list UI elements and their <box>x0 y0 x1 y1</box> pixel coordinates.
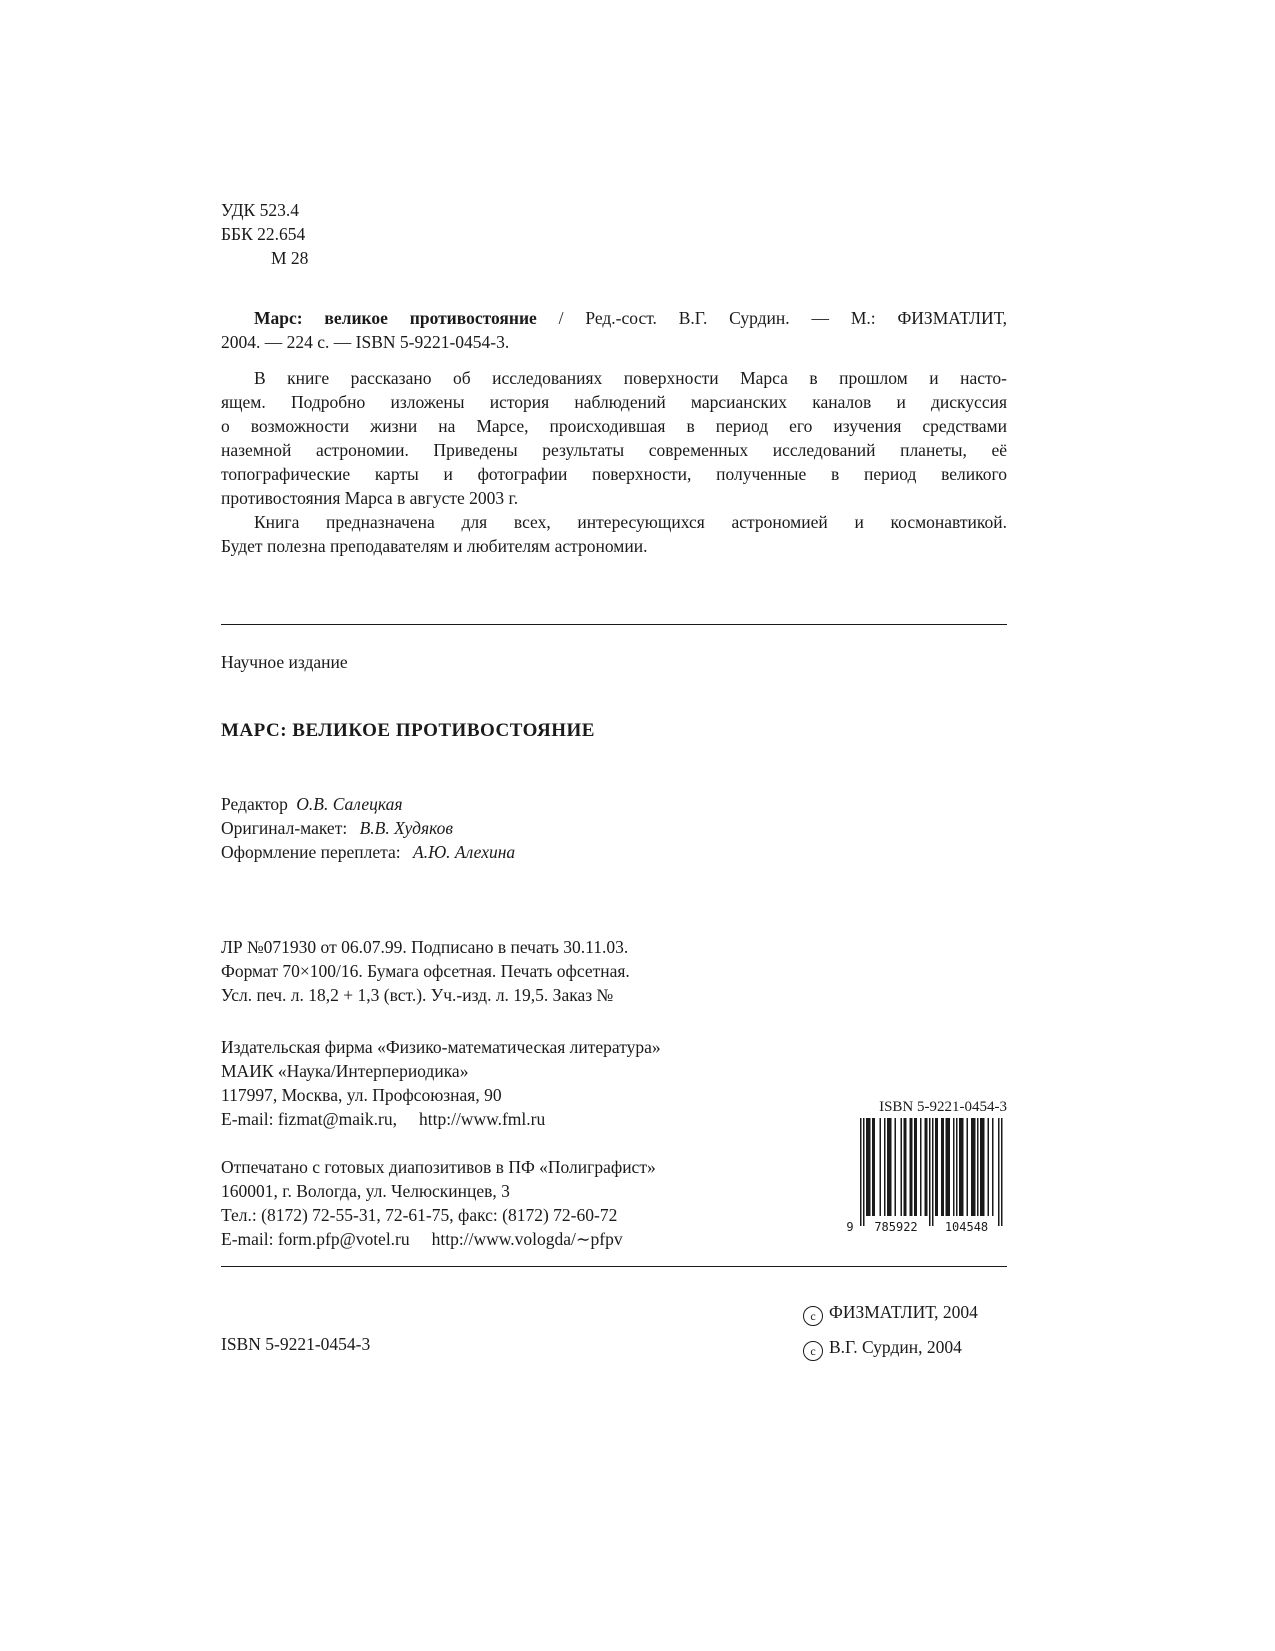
barcode-bar <box>884 1118 886 1216</box>
barcode-bar <box>890 1118 892 1216</box>
copyright-icon: c <box>803 1341 823 1361</box>
barcode-bar <box>935 1118 937 1216</box>
annotation-line: наземной астрономии. Приведены результаты современных исследований планеты, её <box>221 440 1007 460</box>
biblio-line-2: 2004. — 224 с. — ISBN 5-9221-0454-3. <box>221 332 510 352</box>
edition-type: Научное издание <box>221 652 348 672</box>
printer-email: E-mail: form.pfp@votel.ru <box>221 1229 410 1249</box>
print-info-line: Формат 70×100/16. Бумага офсетная. Печать офсетная. <box>221 961 630 981</box>
publisher-email: E-mail: fizmat@maik.ru, <box>221 1109 397 1129</box>
barcode-bar <box>914 1118 916 1216</box>
biblio-line-1 <box>221 306 1007 330</box>
credit-editor-name: О.В. Салецкая <box>296 794 403 814</box>
barcode-bar <box>904 1118 906 1216</box>
classification-codes <box>221 198 308 270</box>
publisher-info <box>221 1035 661 1131</box>
credit-editor <box>221 792 515 816</box>
barcode-isbn-label: ISBN 5-9221-0454-3 <box>879 1099 1007 1115</box>
printer-line: Тел.: (8172) 72-55-31, 72-61-75, факс: (8172) 72-60-72 <box>221 1205 618 1225</box>
barcode-bar <box>974 1118 976 1216</box>
barcode-bar <box>929 1118 931 1226</box>
barcode-bar <box>937 1118 939 1216</box>
copyright-text-1: ФИЗМАТЛИТ, 2004 <box>829 1302 978 1322</box>
annotation-line: топографические карты и фотографии поверхности, полученные в период великого <box>221 464 1007 484</box>
credit-layout-name: В.В. Худяков <box>359 818 454 838</box>
printer-url-link[interactable]: http://www.vologda/∼pfpv <box>431 1229 623 1249</box>
publisher-line: 117997, Москва, ул. Профсоюзная, 90 <box>221 1085 502 1105</box>
barcode-bar <box>947 1118 949 1216</box>
printer-info <box>221 1155 656 1251</box>
barcode-bar <box>866 1118 868 1216</box>
credit-cover-name: А.Ю. Алехина <box>413 842 516 862</box>
barcode-bar <box>874 1118 876 1216</box>
barcode-bar <box>962 1118 964 1216</box>
barcode-bar <box>887 1118 889 1216</box>
annotation-line: ящем. Подробно изложены история наблюдений марсианских каналов и дискуссия <box>221 392 1007 412</box>
barcode-digits: 104548 <box>944 1220 989 1234</box>
barcode-bar <box>868 1118 870 1216</box>
publisher-line: МАИК «Наука/Интерпериодика» <box>221 1061 469 1081</box>
udk-code: УДК 523.4 <box>221 200 299 220</box>
barcode-bar <box>889 1118 891 1216</box>
footer-isbn: ISBN 5-9221-0454-3 <box>221 1334 371 1354</box>
barcode-bar <box>973 1118 975 1216</box>
divider-top <box>221 624 1007 625</box>
barcode-bar <box>932 1118 934 1226</box>
author-mark: М 28 <box>271 248 309 268</box>
printer-contacts <box>221 1227 656 1251</box>
print-info-line: Усл. печ. л. 18,2 + 1,3 (вст.). Уч.-изд. л. 19,5. Заказ № <box>221 985 614 1005</box>
annotation-line: Будет полезна преподавателям и любителям астрономии. <box>221 536 648 556</box>
publisher-line: Издательская фирма «Физико-математическая литература» <box>221 1037 661 1057</box>
barcode-bar <box>910 1118 912 1216</box>
credit-cover-label: Оформление переплета: <box>221 842 401 862</box>
bibliographic-record <box>221 306 1007 354</box>
barcode-bar <box>941 1118 943 1216</box>
barcode-bar <box>860 1118 862 1226</box>
barcode-bar <box>916 1118 918 1216</box>
printer-line: 160001, г. Вологда, ул. Челюскинцев, 3 <box>221 1181 510 1201</box>
publisher-contacts <box>221 1107 661 1131</box>
credit-editor-label: Редактор <box>221 794 288 814</box>
barcode-bar <box>869 1118 871 1216</box>
barcode-bar <box>983 1118 985 1216</box>
barcode-block <box>844 1098 1007 1236</box>
barcode-bar <box>971 1118 973 1216</box>
barcode-bar <box>982 1118 984 1216</box>
biblio-rest: / Ред.-сост. В.Г. Сурдин. — М.: ФИЗМАТЛИТ, <box>536 308 1007 328</box>
annotation-line: противостояния Марса в августе 2003 г. <box>221 488 519 508</box>
divider-bottom <box>221 1266 1007 1267</box>
annotation-line: Книга предназначена для всех, интересующихся астрономией и космонавтикой. <box>254 512 1007 532</box>
barcode-bar <box>946 1118 948 1216</box>
copyright-line-1 <box>803 1300 978 1326</box>
book-title: МАРС: ВЕЛИКОЕ ПРОТИВОСТОЯНИЕ <box>221 720 595 741</box>
barcode-bar <box>901 1118 903 1216</box>
barcode-bar <box>953 1118 955 1216</box>
credit-layout-label: Оригинал-макет: <box>221 818 348 838</box>
barcode-bar <box>956 1118 958 1216</box>
barcode-digits: 785922 <box>874 1220 918 1234</box>
annotation <box>221 366 1007 558</box>
print-info-line: ЛР №071930 от 06.07.99. Подписано в печать 30.11.03. <box>221 937 629 957</box>
barcode-bar <box>895 1118 897 1216</box>
barcode-image <box>844 1118 1007 1236</box>
barcode-bar <box>943 1118 945 1216</box>
biblio-title: Марс: великое противостояние <box>254 308 537 328</box>
barcode-bar <box>967 1118 969 1216</box>
barcode-bar <box>920 1118 922 1216</box>
barcode-bar <box>905 1118 907 1216</box>
annotation-line: о возможности жизни на Марсе, происходившая в период его изучения средствами <box>221 416 1007 436</box>
barcode-bar <box>980 1118 982 1216</box>
publisher-url-link[interactable]: http://www.fml.ru <box>419 1109 546 1129</box>
barcode-bar <box>926 1118 928 1216</box>
credit-layout <box>221 816 515 840</box>
copyright-block <box>803 1300 978 1361</box>
credit-cover <box>221 840 515 864</box>
barcode-bar <box>961 1118 963 1216</box>
barcode-bar <box>959 1118 961 1216</box>
bbk-code: ББК 22.654 <box>221 224 306 244</box>
annotation-line: В книге рассказано об исследованиях поверхности Марса в прошлом и насто- <box>254 368 1007 388</box>
barcode-bar <box>988 1118 990 1216</box>
barcode-bar <box>863 1118 865 1226</box>
barcode-bar <box>925 1118 927 1216</box>
copyright-icon: c <box>803 1306 823 1326</box>
credits <box>221 792 515 864</box>
barcode-digits: 9 <box>846 1220 854 1234</box>
barcode-bar <box>1001 1118 1003 1226</box>
printer-line: Отпечатано с готовых диапозитивов в ПФ «Полиграфист» <box>221 1157 656 1177</box>
barcode-bar <box>998 1118 1000 1226</box>
barcode-bar <box>911 1118 913 1216</box>
barcode-bar <box>977 1118 979 1216</box>
copyright-line-2 <box>803 1335 978 1361</box>
copyright-text-2: В.Г. Сурдин, 2004 <box>829 1337 962 1357</box>
barcode-bar <box>949 1118 951 1216</box>
barcode-bar <box>880 1118 882 1216</box>
print-info <box>221 935 630 1007</box>
barcode-bar <box>872 1118 874 1216</box>
barcode-bar <box>992 1118 994 1216</box>
